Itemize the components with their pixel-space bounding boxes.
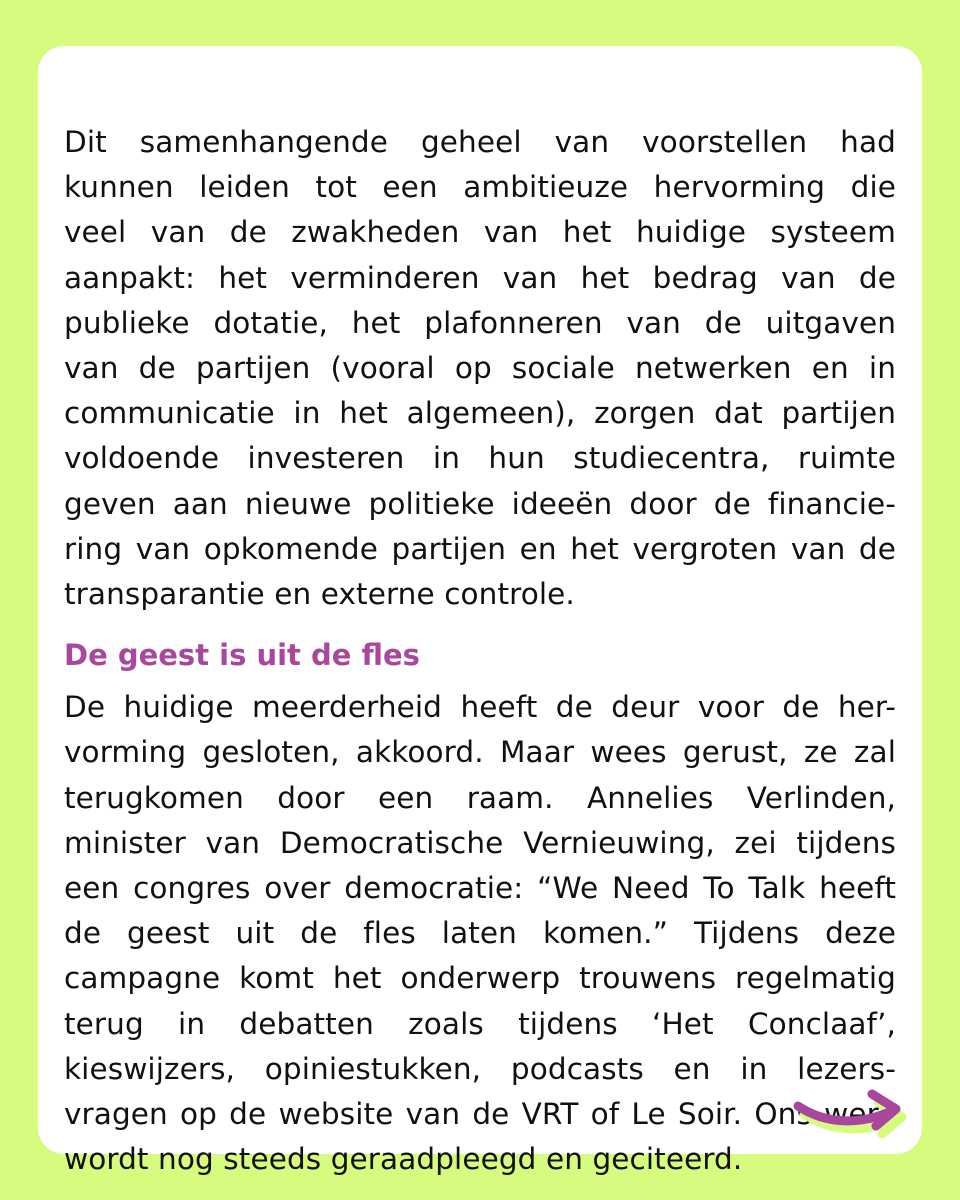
content-card — [38, 46, 922, 1177]
paragraph-intro — [64, 120, 896, 617]
text-line: een congres over democratie: “We Need To Talk heeft — [64, 871, 896, 906]
text-line: minister van Democratische Vernieuwing, zei tijdens — [64, 825, 896, 860]
text-line: terugkomen door een raam. Annelies Verlinden, — [64, 780, 896, 815]
text-line: van de partijen (vooral op sociale netwerken en in — [64, 351, 896, 386]
text-line: ring van opkomende partijen en het vergroten van de — [64, 531, 896, 566]
text-line: transparantie en externe controle. — [64, 577, 575, 612]
text-line: veel van de zwakheden van het huidige systeem — [64, 215, 896, 250]
text-line: de geest uit de fles laten komen.” Tijdens deze — [64, 916, 896, 951]
text-line: geven aan nieuwe politieke ideeën door de financie- — [64, 486, 896, 521]
text-line: campagne komt het onderwerp trouwens regelmatig — [64, 961, 896, 996]
text-line: vragen op de website van de VRT of Le Soir. Ons werk — [64, 1097, 896, 1132]
text-line: aanpakt: het verminderen van het bedrag van de — [64, 260, 896, 295]
text-line: wordt nog steeds geraadpleegd en geciteerd. — [64, 1142, 743, 1177]
arrow-right-icon[interactable] — [790, 1082, 910, 1142]
paragraph-section — [64, 685, 896, 1182]
text-line: kieswijzers, opiniestukken, podcasts en in lezers- — [64, 1051, 896, 1086]
section-heading: De geest is uit de fles — [64, 638, 420, 673]
text-line: voldoende investeren in hun studiecentra, ruimte — [64, 441, 896, 476]
text-line: kunnen leiden tot een ambitieuze hervorming die — [64, 170, 896, 205]
text-line: Dit samenhangende geheel van voorstellen had — [64, 125, 896, 159]
text-line: De huidige meerderheid heeft de deur voor de her- — [64, 690, 896, 725]
text-line: publieke dotatie, het plafonneren van de uitgaven — [64, 305, 896, 340]
text-line: vorming gesloten, akkoord. Maar wees gerust, ze zal — [64, 735, 896, 770]
text-line: communicatie in het algemeen), zorgen dat partijen — [64, 396, 896, 431]
text-line: terug in debatten zoals tijdens ‘Het Conclaaf’, — [64, 1006, 896, 1041]
